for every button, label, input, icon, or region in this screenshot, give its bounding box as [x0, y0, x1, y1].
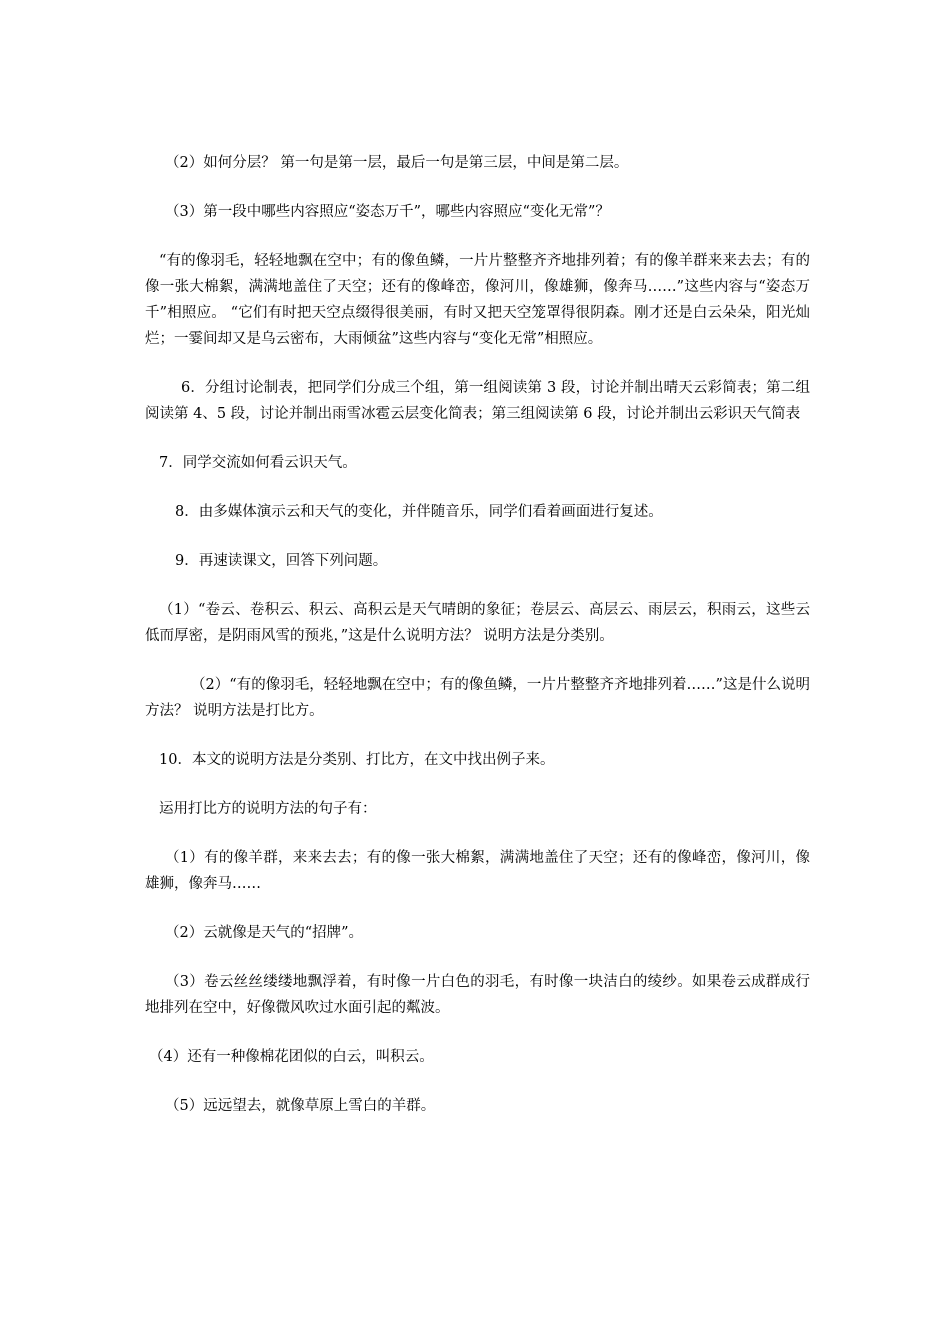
- paragraph-analogy-5: （5）远远望去，就像草原上雪白的羊群。: [165, 1098, 436, 1114]
- paragraph-layering-answer: （2）如何分层？ 第一句是第一层，最后一句是第三层，中间是第二层。: [165, 155, 629, 171]
- paragraph-step-6: 6．分组讨论制表，把同学们分成三个组，第一组阅读第 3 段，讨论并制出晴天云彩简表；第二组阅读第 4、5 段，讨论并制出雨雪冰雹云层变化简表；第三组阅读第 6 段，讨论并制出云彩识天气简表: [145, 380, 810, 422]
- paragraph-answer-3: “有的像羽毛，轻轻地飘在空中；有的像鱼鳞，一片片整整齐齐地排列着；有的像羊群来来去去；有的像一张大棉絮，满满地盖住了天空；还有的像峰峦，像河川，像雄狮，像奔马……”这些内容与“姿态万千”相照应。 “它们有时把天空点缀得很美丽，有时又把天空笼罩得很阴森。刚才还是白云朵朵，阳光灿烂；一霎间却又是乌云密布，大雨倾盆”这些内容与“变化无常”相照应。: [145, 253, 810, 347]
- paragraph-question-9-1: （1）“卷云、卷积云、积云、高积云是天气晴朗的象征；卷层云、高层云、雨层云，积雨云，这些云低而厚密，是阴雨风雪的预兆，”这是什么说明方法？ 说明方法是分类别。: [145, 602, 810, 644]
- paragraph-step-10: 10．本文的说明方法是分类别、打比方，在文中找出例子来。: [159, 752, 555, 768]
- paragraph-analogy-1: （1）有的像羊群，来来去去；有的像一张大棉絮，满满地盖住了天空；还有的像峰峦，像河川，像雄狮，像奔马……: [145, 850, 810, 892]
- document-body: [145, 150, 810, 1119]
- paragraph-step-9: 9．再速读课文，回答下列问题。: [175, 553, 388, 569]
- paragraph-analogy-intro: 运用打比方的说明方法的句子有：: [159, 801, 377, 817]
- paragraph-question-3: （3）第一段中哪些内容照应“姿态万千”，哪些内容照应“变化无常”？: [165, 204, 610, 220]
- paragraph-analogy-3: （3）卷云丝丝缕缕地飘浮着，有时像一片白色的羽毛，有时像一块洁白的绫纱。如果卷云成群成行地排列在空中，好像微风吹过水面引起的粼波。: [145, 974, 810, 1016]
- paragraph-step-7: 7．同学交流如何看云识天气。: [159, 455, 357, 471]
- paragraph-question-9-2: （2）“有的像羽毛，轻轻地飘在空中；有的像鱼鳞，一片片整整齐齐地排列着……”这是什么说明方法？ 说明方法是打比方。: [145, 677, 810, 719]
- paragraph-analogy-4: （4）还有一种像棉花团似的白云，叫积云。: [149, 1049, 434, 1065]
- paragraph-analogy-2: （2）云就像是天气的“招牌”。: [165, 925, 364, 941]
- paragraph-step-8: 8．由多媒体演示云和天气的变化，并伴随音乐，同学们看着画面进行复述。: [175, 504, 663, 520]
